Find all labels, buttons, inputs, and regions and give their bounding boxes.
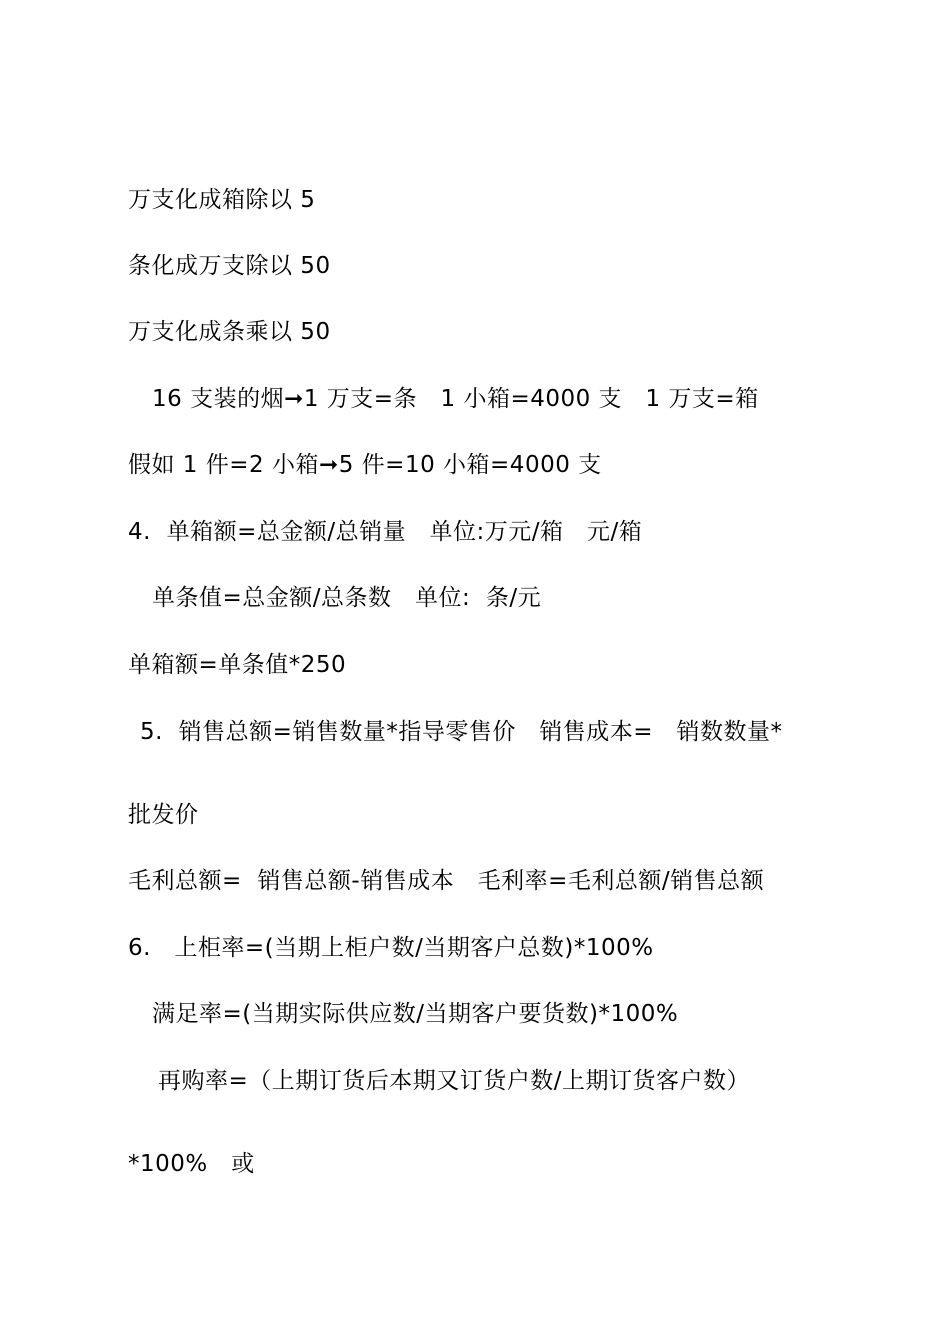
text-line-11: 毛利总额= 销售总额-销售成本 毛利率=毛利总额/销售总额 bbox=[128, 868, 765, 894]
text-line-10: 批发价 bbox=[128, 802, 199, 828]
text-line-8: 单箱额=单条值*250 bbox=[128, 652, 347, 678]
text-line-9: 5. 销售总额=销售数量*指导零售价 销售成本= 销数数量* bbox=[140, 719, 783, 745]
text-line-6: 4. 单箱额=总金额/总销量 单位:万元/箱 元/箱 bbox=[128, 519, 643, 545]
text-line-14: 再购率=（上期订货后本期又订货户数/上期订货客户数） bbox=[158, 1068, 751, 1094]
text-line-2: 条化成万支除以 50 bbox=[128, 253, 331, 279]
text-line-12: 6. 上柜率=(当期上柜户数/当期客户总数)*100% bbox=[128, 935, 654, 961]
text-line-3: 万支化成条乘以 50 bbox=[128, 319, 331, 345]
text-line-1: 万支化成箱除以 5 bbox=[128, 187, 316, 213]
text-line-5: 假如 1 件=2 小箱➞5 件=10 小箱=4000 支 bbox=[128, 452, 602, 478]
text-line-15: *100% 或 bbox=[128, 1151, 255, 1177]
text-line-13: 满足率=(当期实际供应数/当期客户要货数)*100% bbox=[152, 1001, 679, 1027]
text-line-4: 16 支装的烟➞1 万支=条 1 小箱=4000 支 1 万支=箱 bbox=[152, 386, 759, 412]
text-line-7: 单条值=总金额/总条数 单位: 条/元 bbox=[152, 585, 542, 611]
